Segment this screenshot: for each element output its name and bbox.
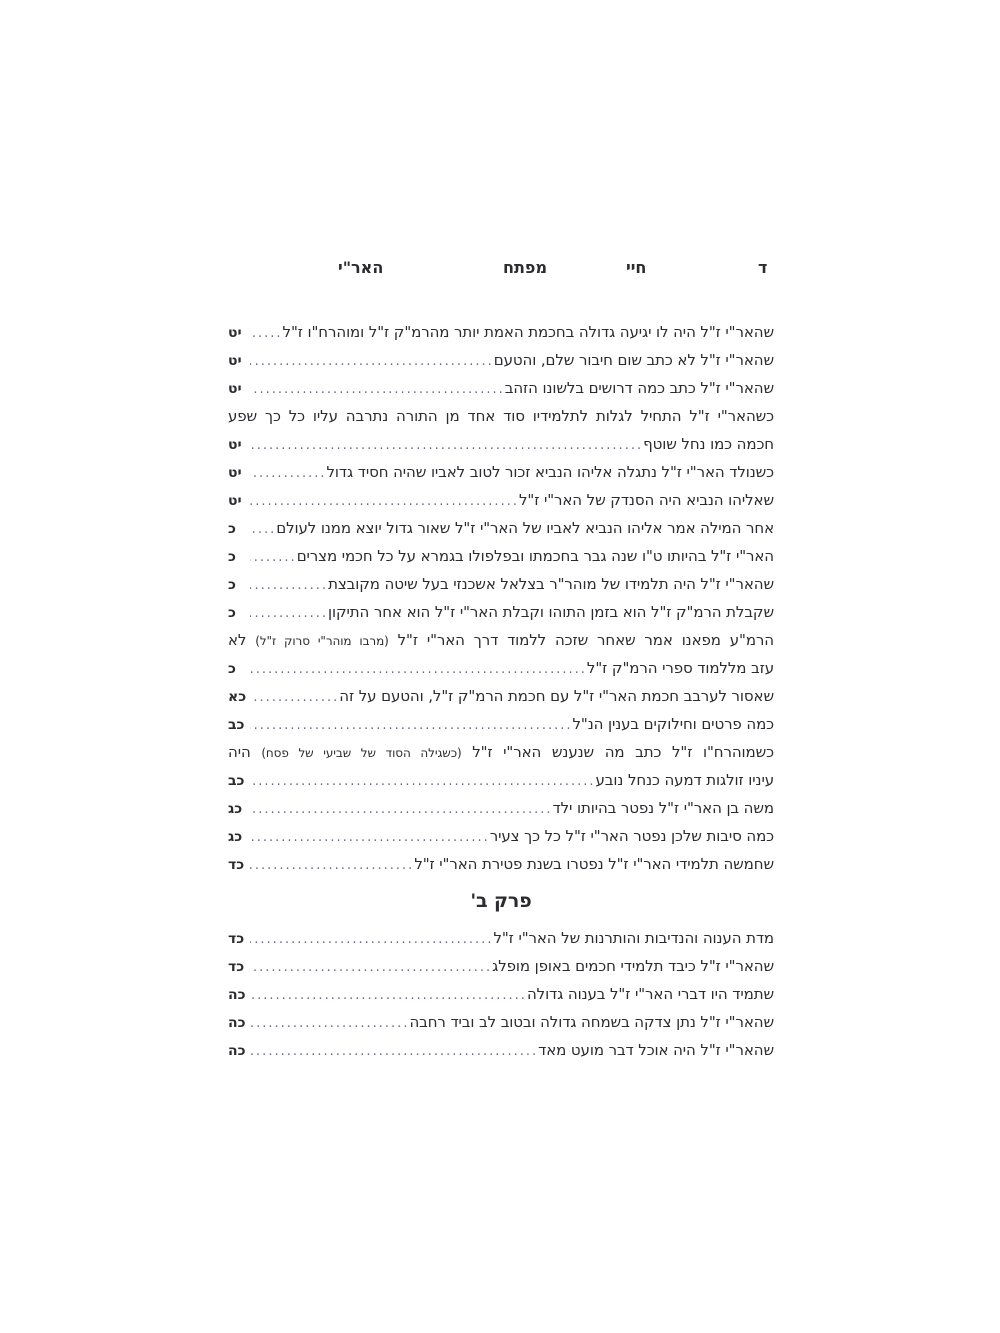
toc-entry-runover	[228, 402, 774, 430]
running-header	[0, 258, 1000, 282]
dot-leader	[250, 712, 572, 738]
toc-entry	[228, 486, 774, 514]
toc-entry	[228, 318, 774, 346]
entry-text: שתמיד היו דברי האר"י ז"ל בענוה גדולה	[526, 985, 774, 1003]
entry-page-number: כא	[228, 689, 247, 705]
entry-text: כמה פרטים וחילוקים בענין הנ"ל	[572, 715, 774, 733]
entry-text: כשנולד האר"י ז"ל נתגלה אליהו הנביא זכור לטוב לאביו שהיה חסיד גדול	[326, 463, 774, 481]
dot-leader	[250, 1010, 409, 1036]
entry-page-number: כ	[228, 577, 236, 593]
entry-page-number: כב	[228, 773, 245, 789]
entry-text: כשהאר"י ז"ל התחיל לגלות לתלמידיו סוד אחד מן התורה נתרבה עליו כל כך שפע	[228, 407, 774, 425]
toc-entry	[228, 924, 774, 952]
entry-text: כשמוהרח"ו ז"ל כתב מה שנענש האר"י ז"ל (כשגילה הסוד של שביעי של פסח) היה	[228, 743, 774, 761]
entry-text: חכמה כמו נחל שוטף	[643, 435, 774, 453]
dot-leader	[250, 600, 328, 626]
dot-leader	[250, 926, 493, 952]
dot-leader	[250, 982, 527, 1008]
table-of-contents	[228, 318, 774, 1064]
dot-leader	[250, 432, 643, 458]
entry-text: מדת הענוה והנדיבות והותרנות של האר"י ז"ל	[493, 929, 774, 947]
header-section-index: מפתח	[503, 258, 548, 277]
toc-entry	[228, 1036, 774, 1064]
toc-entry-runover	[228, 738, 774, 766]
entry-text: שהאר"י ז"ל כתב כמה דרושים בלשונו הזהב	[504, 379, 774, 397]
entry-text: שאסור לערבב חכמת האר"י ז"ל עם חכמת הרמ"ק ז"ל, והטעם על זה	[339, 687, 774, 705]
dot-leader	[250, 488, 519, 514]
dot-leader	[250, 516, 276, 542]
entry-text: עיניו זולגות דמעה כנחל נובע	[595, 771, 774, 789]
dot-leader	[250, 796, 553, 822]
entry-text: שהאר"י ז"ל היה תלמידו של מוהר"ר בצלאל אשכנזי בעל שיטה מקובצת	[328, 575, 774, 593]
entry-text: שקבלת הרמ"ק ז"ל הוא בזמן התוהו וקבלת האר"י ז"ל הוא אחר התיקון	[328, 603, 774, 621]
dot-leader	[250, 572, 328, 598]
toc-entry	[228, 952, 774, 980]
chapter-heading-text: פרק ב'	[470, 890, 532, 912]
dot-leader	[250, 852, 414, 878]
entry-page-number: יט	[228, 353, 242, 369]
dot-leader	[250, 544, 297, 570]
entry-page-number: כג	[228, 801, 243, 817]
entry-page-number: כה	[228, 1015, 246, 1031]
entry-page-number: כד	[228, 931, 245, 947]
entry-page-number: כד	[228, 857, 245, 873]
toc-entry	[228, 346, 774, 374]
toc-entry	[228, 682, 774, 710]
entry-text: שהאר"י ז"ל היה אוכל דבר מועט מאד	[538, 1041, 774, 1059]
toc-entry	[228, 458, 774, 486]
toc-entry	[228, 514, 774, 542]
entry-text: שחמשה תלמידי האר"י ז"ל נפטרו בשנת פטירת האר"י ז"ל	[414, 855, 774, 873]
entry-page-number: כ	[228, 521, 236, 537]
dot-leader	[250, 954, 492, 980]
toc-entry	[228, 542, 774, 570]
toc-entry	[228, 374, 774, 402]
entry-page-number: יט	[228, 493, 242, 509]
toc-entry	[228, 766, 774, 794]
entry-text: כמה סיבות שלכן נפטר האר"י ז"ל כל כך צעיר	[489, 827, 774, 845]
dot-leader	[250, 824, 490, 850]
toc-entry	[228, 822, 774, 850]
dot-leader	[250, 656, 587, 682]
entry-page-number: כב	[228, 717, 245, 733]
dot-leader	[250, 376, 505, 402]
entry-page-number: כה	[228, 1043, 246, 1059]
entry-text: שהאר"י ז"ל כיבד תלמידי חכמים באופן מופלג	[492, 957, 774, 975]
toc-entry	[228, 710, 774, 738]
toc-entry	[228, 654, 774, 682]
toc-entry	[228, 570, 774, 598]
entry-text: משה בן האר"י ז"ל נפטר בהיותו ילד	[552, 799, 774, 817]
entry-page-number: כד	[228, 959, 245, 975]
dot-leader	[250, 684, 339, 710]
toc-entry	[228, 850, 774, 878]
entry-page-number: יט	[228, 325, 242, 341]
entry-page-number: כ	[228, 549, 236, 565]
entry-text: אחר המילה אמר אליהו הנביא לאביו של האר"י ז"ל שאור גדול יוצא ממנו לעולם	[276, 519, 774, 537]
header-book-title-ari: האר"י	[338, 258, 384, 277]
dot-leader	[250, 768, 596, 794]
toc-entry	[228, 430, 774, 458]
entry-page-number: כ	[228, 661, 236, 677]
toc-entry	[228, 794, 774, 822]
entry-text: שהאר"י ז"ל לא כתב שום חיבור שלם, והטעם	[493, 351, 774, 369]
entry-text: עזב מללמוד ספרי הרמ"ק ז"ל	[586, 659, 774, 677]
chapter-heading	[228, 878, 774, 924]
toc-entry	[228, 598, 774, 626]
entry-page-number: כה	[228, 987, 246, 1003]
dot-leader	[250, 348, 494, 374]
entry-page-number: כג	[228, 829, 243, 845]
header-folio-number: ד	[758, 258, 768, 277]
entry-page-number: כ	[228, 605, 236, 621]
toc-entry	[228, 1008, 774, 1036]
dot-leader	[250, 1038, 538, 1064]
entry-text: האר"י ז"ל בהיותו ט"ו שנה גבר בחכמתו ובפלפולו בגמרא על כל חכמי מצרים	[296, 547, 774, 565]
toc-entry-runover	[228, 626, 774, 654]
entry-page-number: יט	[228, 465, 242, 481]
entry-page-number: יט	[228, 381, 242, 397]
dot-leader	[250, 320, 283, 346]
entry-page-number: יט	[228, 437, 242, 453]
toc-entry	[228, 980, 774, 1008]
dot-leader	[250, 460, 327, 486]
entry-text: שאליהו הנביא היה הסנדק של האר"י ז"ל	[518, 491, 774, 509]
entry-text: שהאר"י ז"ל נתן צדקה בשמחה גדולה ובטוב לב וביד רחבה	[409, 1013, 774, 1031]
header-book-title-chayei: חיי	[626, 258, 647, 277]
entry-text: הרמ"ע מפאנו אמר שאחר שזכה ללמוד דרך האר"י ז"ל (מרבו מוהר"י סרוק ז"ל) לא	[228, 631, 774, 649]
entry-text: שהאר"י ז"ל היה לו יגיעה גדולה בחכמת האמת יותר מהרמ"ק ז"ל ומוהרח"ו ז"ל	[282, 323, 774, 341]
